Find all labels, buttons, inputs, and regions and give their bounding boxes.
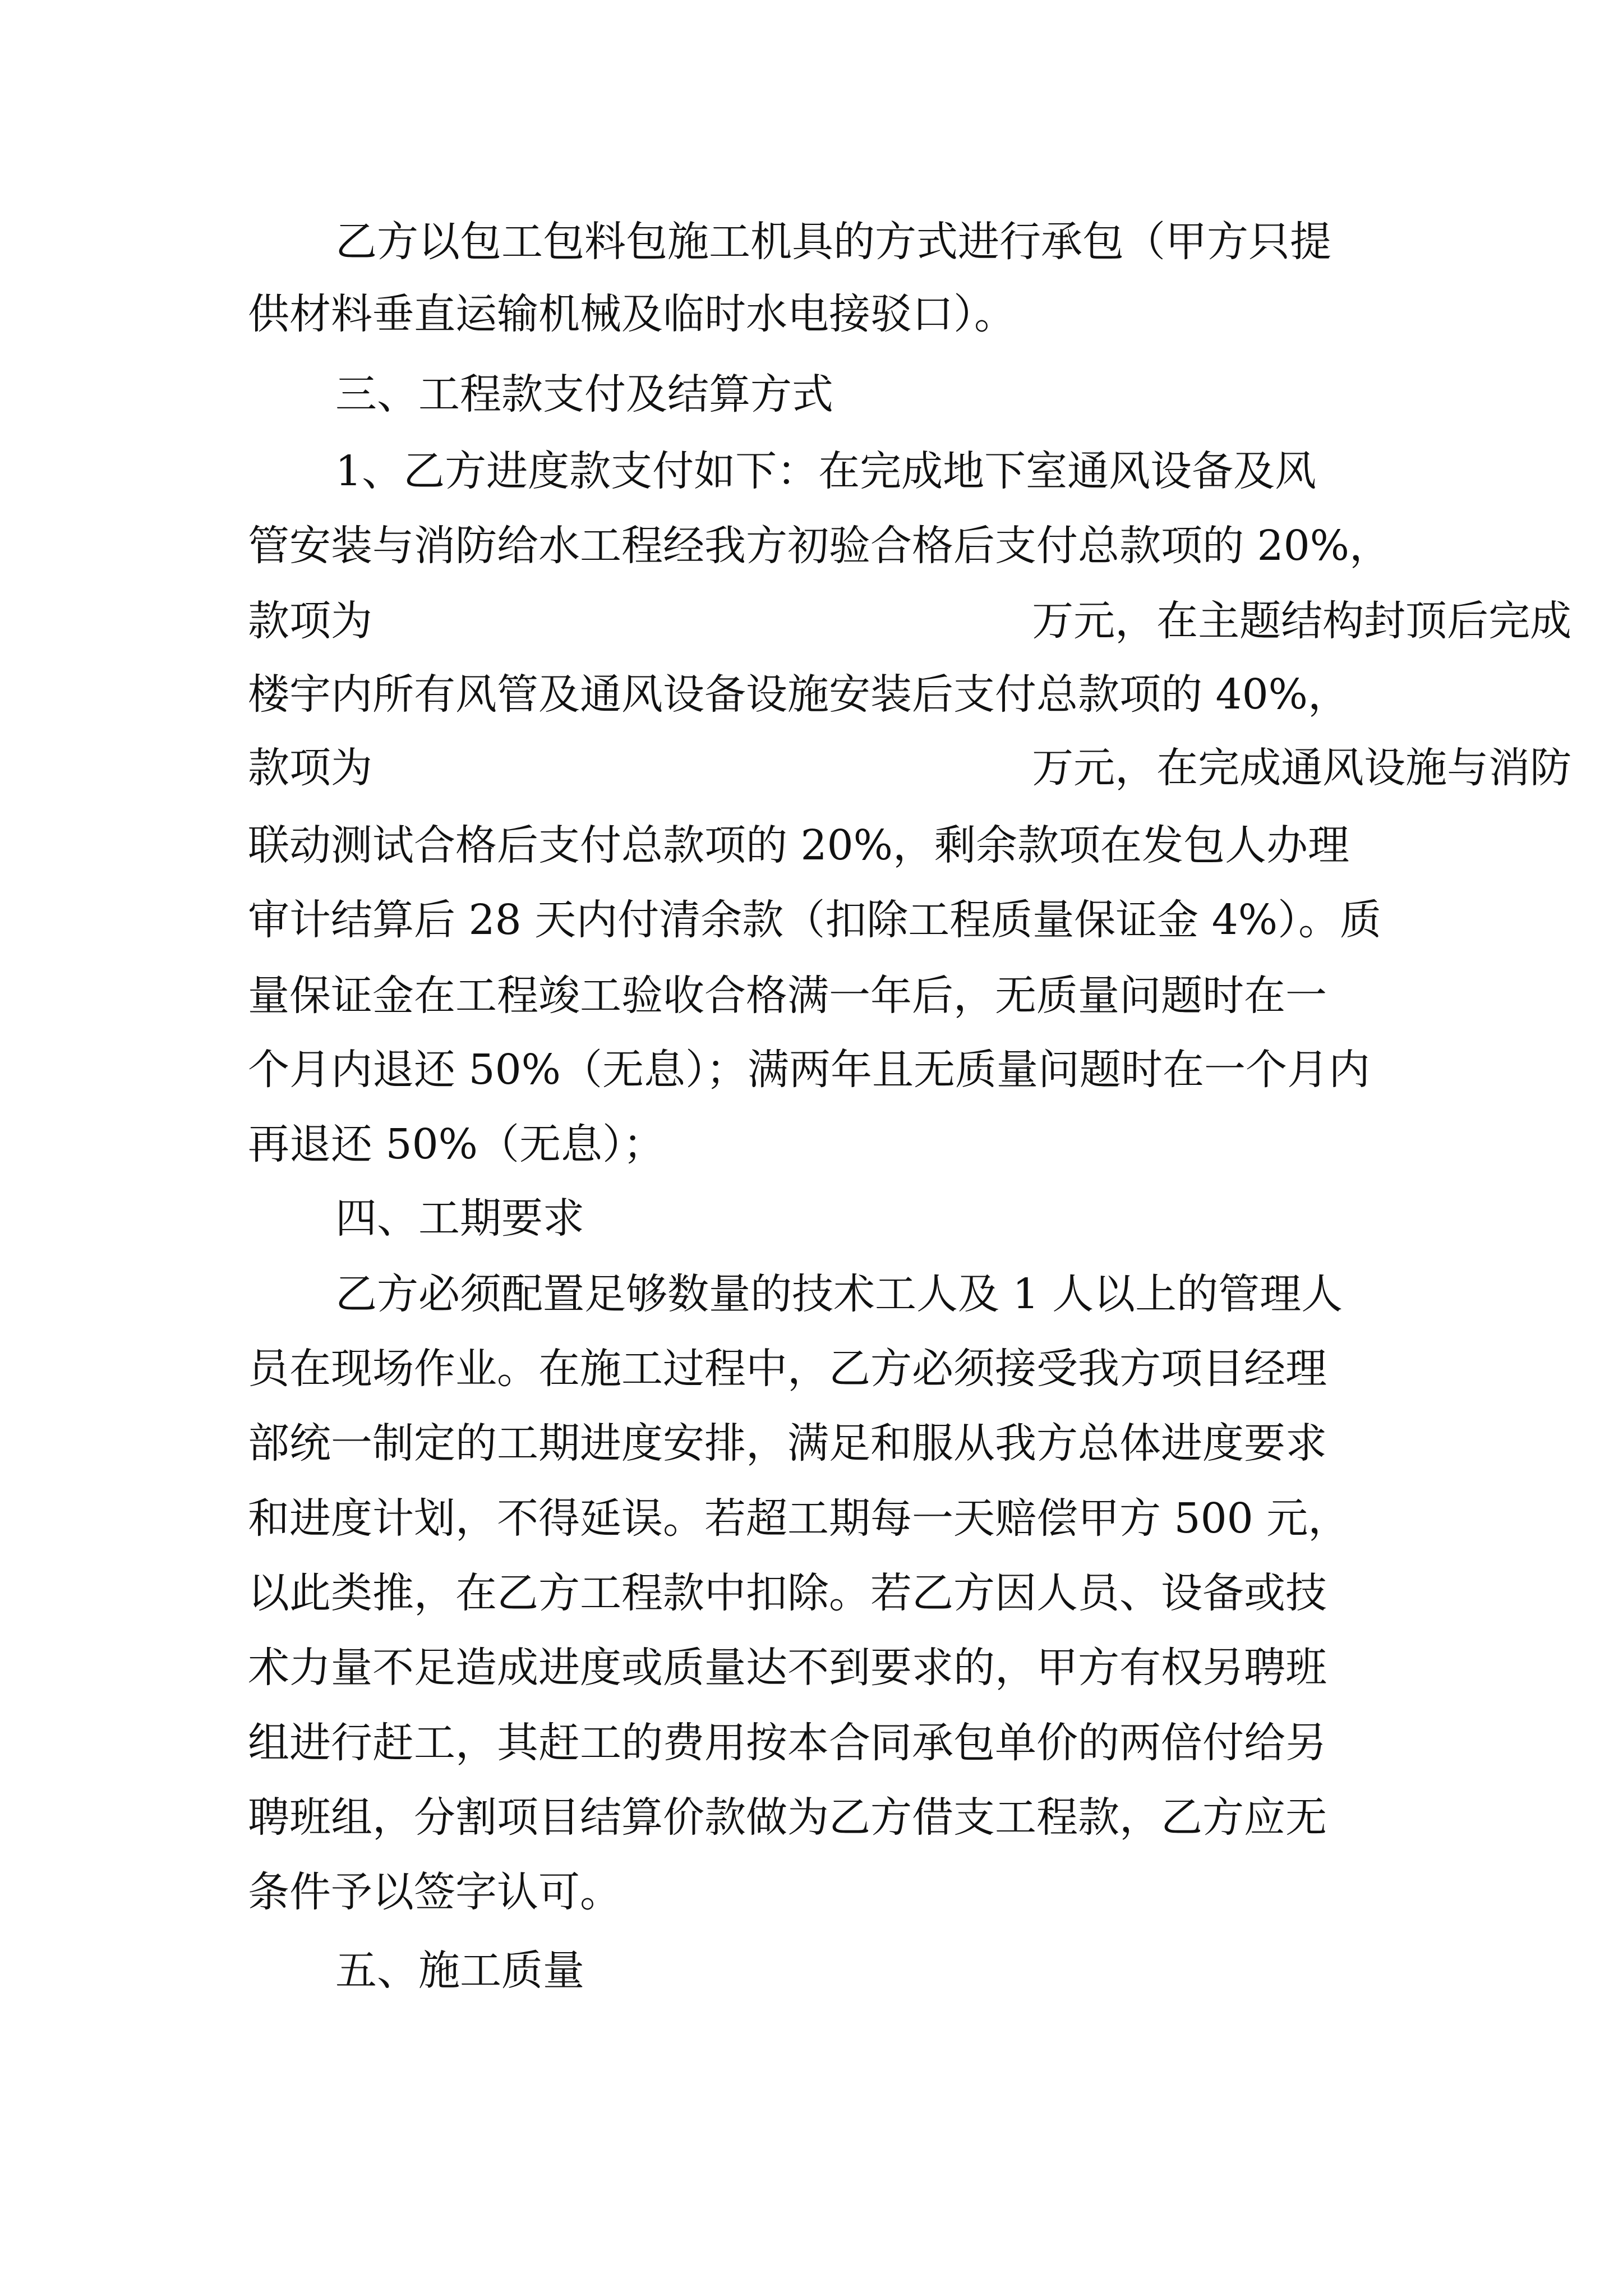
text-line: 聘班组，分割项目结算价款做为乙方借支工程款，乙方应无: [248, 1793, 1327, 1842]
text-line: 楼宇内所有风管及通风设备设施安装后支付总款项的 40%，: [248, 670, 1349, 719]
text-line: 款项为 万元，在完成通风设施与消防: [248, 744, 1572, 792]
text-line: 乙方以包工包料包施工机具的方式进行承包（甲方只提: [335, 218, 1331, 266]
text-line: 组进行赶工，其赶工的费用按本合同承包单价的两倍付给另: [248, 1719, 1327, 1767]
text-line: 1、乙方进度款支付如下：在完成地下室通风设备及风: [335, 447, 1317, 495]
text-line: 审计结算后 28 天内付清余款（扣除工程质量保证金 4%）。质: [248, 896, 1382, 944]
text-line: 员在现场作业。在施工过程中，乙方必须接受我方项目经理: [248, 1345, 1327, 1393]
section-heading: 三、工程款支付及结算方式: [335, 370, 833, 418]
text-line: 供材料垂直运输机械及临时水电接驳口）。: [248, 290, 1016, 338]
text-line: 和进度计划，不得延误。若超工期每一天赔偿甲方 500 元，: [248, 1494, 1350, 1543]
text-line: 以此类推，在乙方工程款中扣除。若乙方因人员、设备或技: [248, 1569, 1327, 1617]
text-line: 部统一制定的工期进度安排，满足和服从我方总体进度要求: [248, 1419, 1327, 1467]
text-line: 术力量不足造成进度或质量达不到要求的，甲方有权另聘班: [248, 1644, 1327, 1692]
text-line: 再退还 50%（无息）；: [248, 1120, 665, 1168]
text-line: 条件予以签字认可。: [248, 1868, 621, 1916]
text-line: 款项为 万元，在主题结构封顶后完成: [248, 597, 1572, 645]
text-line: 量保证金在工程竣工验收合格满一年后，无质量问题时在一: [248, 972, 1327, 1020]
section-heading: 四、工期要求: [335, 1194, 584, 1243]
section-heading: 五、施工质量: [335, 1947, 584, 1995]
text-line: 乙方必须配置足够数量的技术工人及 1 人以上的管理人: [335, 1270, 1343, 1318]
text-line: 联动测试合格后支付总款项的 20%，剩余款项在发包人办理: [248, 821, 1349, 869]
text-line: 管安装与消防给水工程经我方初验合格后支付总款项的 20%，: [248, 522, 1391, 570]
text-line: 个月内退还 50%（无息）；满两年且无质量问题时在一个月内: [248, 1046, 1370, 1094]
